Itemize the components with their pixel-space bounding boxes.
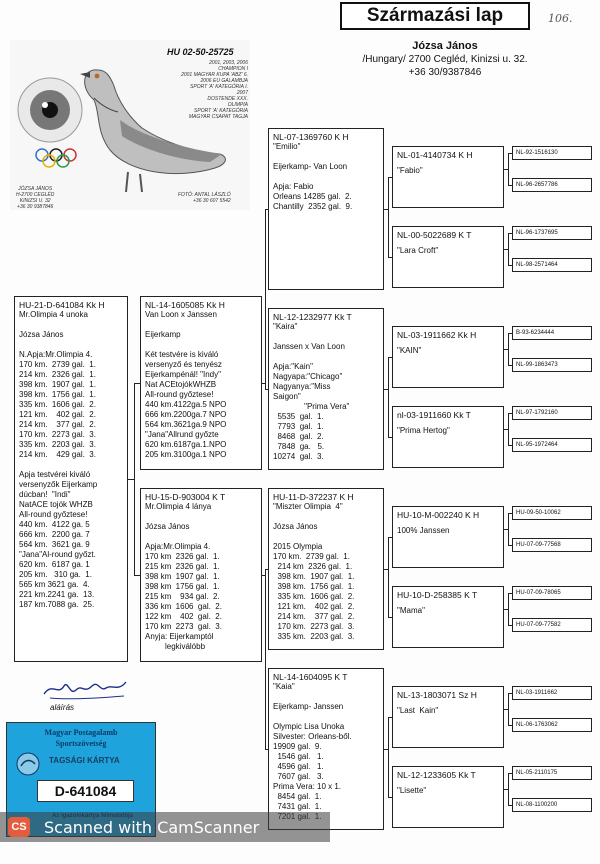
subject-line: 187 km.7088 ga. 25. (19, 600, 95, 609)
sire-details (145, 310, 257, 460)
ds-line: 335 km. 2203 gal. 3. (273, 632, 355, 641)
subject-line: 565 km 3621 ga. 4. (19, 580, 90, 589)
great-grandparent-ring: HU-10-M-002240 K H (397, 510, 480, 520)
great-grandparent-box (392, 686, 504, 748)
ds-line (273, 512, 379, 522)
sd-line: 5535 gal. 1. (273, 412, 324, 421)
connector-line (508, 233, 509, 265)
great-grandparent-ring: NL-12-1233605 Kk T (397, 770, 476, 780)
connector-line (504, 609, 508, 610)
ancestor-gen5-box: HU-07-09-78065 (512, 586, 592, 600)
photo-titles: 2001, 2003, 2006 CHAMPION I 2001 MAGYAR KUPA 'ABZ' 6. 2006 EU GALAMBJA SPORT 'A' KATEGÓRIA I. 2007 DOSTENDE XXX. OLIMPIA SPORT 'A' KATEGÓRIA MAGYAR CSAPAT TAGJA (181, 60, 248, 120)
dd-line: 19909 gal. 9. (273, 742, 322, 751)
subject-details (19, 310, 123, 610)
great-grandparent-name: "Fabio" (397, 166, 423, 175)
dd-line: Eijerkamp- Janssen (273, 702, 344, 711)
dam-details (145, 502, 257, 652)
ds-line (273, 532, 379, 542)
owner-address: /Hungary/ 2700 Cegléd, Kinizsi u. 32. (362, 54, 528, 65)
subject-line: 170 km. 2739 gal. 1. (19, 360, 96, 369)
connector-line (388, 437, 392, 438)
subject-line: N.Apja:Mr.Olimpia 4. (19, 350, 93, 359)
connector-line (504, 169, 508, 170)
great-grandparent-name: "Last Kain" (397, 706, 439, 715)
connector-line (262, 383, 265, 384)
connector-line (508, 265, 512, 266)
connector-line (508, 153, 512, 154)
photo-ring-number: HU 02-50-25725 (167, 47, 234, 57)
ancestor-gen5-box: NL-95-1972464 (512, 438, 592, 452)
connector-line (388, 717, 392, 718)
sire-line: Van Loon x Janssen (145, 310, 217, 319)
connector-line (262, 575, 265, 576)
dam-ring: HU-15-D-903004 K T (145, 492, 226, 502)
connector-line (388, 357, 392, 358)
card-org-line1: Magyar Postagalamb (44, 728, 118, 737)
sd-line: "Kaira" (273, 322, 298, 331)
connector-line (508, 693, 512, 694)
card-org-line2: Sportszövetség (55, 739, 107, 748)
connector-line (508, 593, 512, 594)
ancestor-gen5-box: HU-09-50-10062 (512, 506, 592, 520)
connector-line (508, 773, 512, 774)
connector-line (384, 749, 388, 750)
dam-line (145, 512, 257, 522)
dd-line: 8454 gal. 1. (273, 792, 322, 801)
ancestor-gen5-box: NL-08-1100200 (512, 798, 592, 812)
subject-line: 214 km. 429 gal. 3. (19, 450, 96, 459)
dam-dam-ring: NL-14-1604095 K T (273, 672, 348, 682)
dam-line: 170 km 2326 gal. 1. (145, 552, 220, 561)
sd-line (273, 352, 379, 362)
dam-line: 215 km 934 gal. 2. (145, 592, 220, 601)
owner-info (350, 40, 540, 79)
connector-line (388, 617, 392, 618)
ancestor-gen5-box: B-93-6234444 (512, 326, 592, 340)
sire-line: 666 km.2200ga.7 NPO (145, 410, 227, 419)
connector-line (508, 333, 509, 365)
connector-line (265, 749, 268, 750)
connector-line (388, 177, 389, 257)
dd-line: 7607 gal. 3. (273, 772, 324, 781)
ss-line: Apja: Fabio (273, 182, 314, 191)
dd-line: 4596 gal. 1. (273, 762, 324, 771)
ancestor-gen5-box: NL-96-1737695 (512, 226, 592, 240)
connector-line (128, 479, 134, 480)
connector-line (508, 413, 512, 414)
sire-box (140, 296, 262, 470)
camscanner-logo-icon: CS (8, 817, 30, 837)
sire-dam-details (273, 322, 379, 462)
subject-line (19, 460, 123, 470)
card-type: TAGSÁGI KÁRTYA (49, 756, 120, 765)
dam-dam-details (273, 682, 379, 822)
connector-line (504, 249, 508, 250)
connector-line (508, 513, 512, 514)
connector-line (504, 429, 508, 430)
dam-sire-ring: HU-11-D-372237 K H (273, 492, 354, 502)
dam-line (145, 532, 257, 542)
subject-line: 564 km. 3621 ga. 9 (19, 540, 90, 549)
subject-line: 214 km. 377 gal. 2. (19, 420, 96, 429)
connector-line (134, 383, 135, 575)
ancestor-gen5-box: NL-97-1792160 (512, 406, 592, 420)
subject-line: 205 km. 310 ga. 1. (19, 570, 92, 579)
owner-phone: +36 30/9387846 (408, 67, 482, 78)
sire-sire-ring: NL-07-1369760 K H (273, 132, 349, 142)
signature (40, 674, 130, 704)
sire-line (145, 340, 257, 350)
sire-ring: NL-14-1605085 Kk H (145, 300, 225, 310)
great-grandparent-ring: NL-00-5022689 K T (397, 230, 472, 240)
subject-line: 214 km. 2326 gal. 1. (19, 370, 96, 379)
dam-line: legkiválóbb (145, 642, 206, 651)
dd-line: "Kaia" (273, 682, 295, 691)
ds-line: 398 km. 1907 gal. 1. (273, 572, 355, 581)
connector-line (508, 805, 512, 806)
sd-line (273, 332, 379, 342)
sire-line: Nat ACEtojókWHZB (145, 380, 217, 389)
dam-line: Apja:Mr.Olimpia 4. (145, 542, 211, 551)
subject-line: "Jana"Al-round győzt. (19, 550, 96, 559)
connector-line (508, 693, 509, 725)
connector-line (504, 709, 508, 710)
great-grandparent-name: "Prima Hertog" (397, 426, 450, 435)
sire-sire-box (268, 128, 384, 290)
sd-line: Nagyapa:"Chicago" (273, 372, 343, 381)
subject-line: 440 km. 4122 ga. 5 (19, 520, 90, 529)
ds-line: 170 km. 2739 gal. 1. (273, 552, 350, 561)
subject-ring: HU-21-D-641084 Kk H (19, 300, 105, 310)
ds-line: 398 km. 1756 gal. 1. (273, 582, 355, 591)
subject-line: 335 km. 1606 gal. 2. (19, 400, 96, 409)
dd-line: Prima Vera: 10 x 1. (273, 782, 342, 791)
subject-line: 398 km. 1907 gal. 1. (19, 380, 96, 389)
connector-line (134, 575, 140, 576)
connector-line (388, 717, 389, 797)
connector-line (508, 445, 512, 446)
connector-line (384, 389, 388, 390)
connector-line (504, 349, 508, 350)
connector-line (265, 569, 266, 749)
subject-line: 170 km. 2273 gal. 3. (19, 430, 96, 439)
sire-line: 440 km.4122ga.5 NPO (145, 400, 227, 409)
great-grandparent-box (392, 146, 504, 208)
connector-line (508, 185, 512, 186)
sire-line: versenyző és tenyész (145, 360, 222, 369)
connector-line (388, 797, 392, 798)
dam-line: 398 km 1907 gal. 1. (145, 572, 220, 581)
connector-line (508, 365, 512, 366)
great-grandparent-name: "Mama" (397, 606, 425, 615)
subject-line: Józsa János (19, 330, 64, 339)
card-emblem-icon (15, 751, 41, 777)
photo-breeder: JÓZSA JÁNOS H-2700 CEGLÉD KINIZSI U. 32 +36 30 9387846 (16, 186, 55, 210)
dd-line (273, 692, 379, 702)
signature-label: aláírás (50, 703, 75, 712)
sire-line: 620 km.6187ga.1.NPO (145, 440, 227, 449)
connector-line (265, 209, 266, 389)
connector-line (508, 625, 512, 626)
connector-line (388, 537, 389, 617)
connector-line (508, 513, 509, 545)
dam-line: Anyja: Eijerkamptól (145, 632, 214, 641)
sd-line: 7848 ga. 5. (273, 442, 325, 451)
dam-line: 215 km 2326 gal. 1. (145, 562, 220, 571)
ss-line (273, 152, 379, 162)
dam-line: 170 km 2273 gal. 3. (145, 622, 222, 631)
great-grandparent-box (392, 406, 504, 468)
ancestor-gen5-box: NL-05-2110175 (512, 766, 592, 780)
sire-sire-details (273, 142, 379, 212)
dam-line: 398 km 1756 gal. 1. (145, 582, 220, 591)
connector-line (508, 233, 512, 234)
dam-dam-box (268, 668, 384, 830)
great-grandparent-ring: NL-03-1911662 Kk H (397, 330, 477, 340)
ss-line: Orleans 14285 gal. 2. (273, 192, 352, 201)
ds-line: "Miszter Olimpia 4" (273, 502, 343, 511)
sd-line: 8468 gal. 2. (273, 432, 324, 441)
subject-line (19, 340, 123, 350)
card-number: D-641084 (37, 780, 134, 802)
great-grandparent-name: 100% Janssen (397, 526, 450, 535)
dd-line: 1546 gal. 1. (273, 752, 324, 761)
dd-line: Silvester: Orleans-ből. (273, 732, 352, 741)
sire-line: 205 km.3100ga.1 NPO (145, 450, 227, 459)
sd-line: 10274 gal. 3. (273, 452, 324, 461)
ancestor-gen5-box: NL-98-2571464 (512, 258, 592, 272)
handwritten-note: 106. (548, 12, 573, 25)
great-grandparent-name: "Lisette" (397, 786, 427, 795)
great-grandparent-box (392, 326, 504, 388)
dd-line (273, 712, 379, 722)
subject-line: dúcban! "Indi" (19, 490, 71, 499)
sd-line: Apja:"Kain" (273, 362, 313, 371)
sire-line: Eijerkampénál! "Indy" (145, 370, 221, 379)
great-grandparent-ring: HU-10-D-258385 K T (397, 590, 478, 600)
ancestor-gen5-box: HU-07-09-77582 (512, 618, 592, 632)
sire-line (145, 320, 257, 330)
subject-line (19, 320, 123, 330)
sd-line: Janssen x Van Loon (273, 342, 345, 351)
connector-line (508, 333, 512, 334)
ds-line: 170 km. 2273 gal. 3. (273, 622, 355, 631)
connector-line (508, 593, 509, 625)
subject-line: 398 km. 1756 gal. 1. (19, 390, 96, 399)
photo-credit: FOTÓ: ANTAL LÁSZLÓ +36 30 607 5542 (178, 192, 231, 204)
sire-line: "Jana"Allrund győzte (145, 430, 219, 439)
connector-line (508, 413, 509, 445)
great-grandparent-ring: NL-01-4140734 K H (397, 150, 473, 160)
sd-line: 7793 gal. 1. (273, 422, 324, 431)
dam-line: 336 km 1606 gal. 2. (145, 602, 222, 611)
sire-line: 564 km.3621ga.9 NPO (145, 420, 227, 429)
subject-line: NatACE tojók WHZB (19, 500, 93, 509)
ancestor-gen5-box: HU-07-09-77568 (512, 538, 592, 552)
dam-sire-box (268, 488, 384, 650)
ancestor-gen5-box: NL-03-1911662 (512, 686, 592, 700)
sire-line: Két testvére is kiváló (145, 350, 219, 359)
camscanner-watermark (0, 812, 600, 864)
sire-line: All-round győztese! (145, 390, 214, 399)
connector-line (265, 389, 268, 390)
sd-line: Saigon" (273, 392, 301, 401)
sire-dam-box (268, 308, 384, 470)
great-grandparent-name: "Lara Croft" (397, 246, 439, 255)
subject-line: Apja testvérei kiváló (19, 470, 91, 479)
connector-line (384, 209, 388, 210)
subject-line: Mr.Olimpia 4 unoka (19, 310, 88, 319)
connector-line (504, 529, 508, 530)
connector-line (504, 789, 508, 790)
pigeon-photo (10, 40, 250, 210)
subject-line: 121 km. 402 gal. 2. (19, 410, 96, 419)
connector-line (265, 569, 268, 570)
connector-line (508, 773, 509, 805)
dd-line: 7431 gal. 1. (273, 802, 322, 811)
connector-line (388, 537, 392, 538)
ds-line: 121 km. 402 gal. 2. (273, 602, 355, 611)
ds-line: 214 km 2326 gal. 1. (273, 562, 353, 571)
great-grandparent-box (392, 226, 504, 288)
dam-line: Józsa János (145, 522, 190, 531)
connector-line (265, 209, 268, 210)
connector-line (388, 257, 392, 258)
connector-line (508, 725, 512, 726)
ss-line (273, 172, 379, 182)
page-title: Származási lap (340, 2, 530, 30)
connector-line (388, 357, 389, 437)
great-grandparent-box (392, 506, 504, 568)
great-grandparent-box (392, 586, 504, 648)
ss-line: Eijerkamp- Van Loon (273, 162, 348, 171)
dd-line: Olympic Lisa Unoka (273, 722, 345, 731)
sd-line: Nagyanya:"Miss (273, 382, 331, 391)
sire-line: Eijerkamp (145, 330, 181, 339)
ss-line: Chantilly 2352 gal. 9. (273, 202, 353, 211)
owner-name: Józsa János (412, 40, 478, 52)
ancestor-gen5-box: NL-06-1763062 (512, 718, 592, 732)
subject-line: 335 km. 2203 gal. 3. (19, 440, 96, 449)
dam-sire-details (273, 502, 379, 642)
connector-line (384, 569, 388, 570)
subject-line: 620 km. 6187 ga. 1 (19, 560, 90, 569)
sd-line: "Prima Vera" (273, 402, 350, 411)
subject-line: All-round győztese! (19, 510, 88, 519)
subject-line: versenyzők Eijerkamp (19, 480, 98, 489)
dam-box (140, 488, 262, 662)
ancestor-gen5-box: NL-92-1516130 (512, 146, 592, 160)
ss-line: "Emilio" (273, 142, 301, 151)
connector-line (134, 383, 140, 384)
connector-line (388, 177, 392, 178)
ancestor-gen5-box: NL-99-1863473 (512, 358, 592, 372)
ds-line: 335 km. 1606 gal. 2. (273, 592, 355, 601)
ancestor-gen5-box: NL-96-2657786 (512, 178, 592, 192)
great-grandparent-ring: nl-03-1911660 Kk T (397, 410, 471, 420)
subject-line: 221 km.2241 ga. 13. (19, 590, 95, 599)
subject-box (14, 296, 128, 662)
ds-line: Józsa János (273, 522, 318, 531)
great-grandparent-ring: NL-13-1803071 Sz H (397, 690, 477, 700)
subject-line: 666 km. 2200 ga. 7 (19, 530, 90, 539)
great-grandparent-name: "KAIN" (397, 346, 422, 355)
dam-line: 122 km 402 gal. 2. (145, 612, 222, 621)
dam-line: Mr.Olimpia 4 lánya (145, 502, 212, 511)
sire-dam-ring: NL-12-1232977 Kk T (273, 312, 352, 322)
connector-line (508, 545, 512, 546)
ds-line: 2015 Olympia (273, 542, 323, 551)
connector-line (508, 153, 509, 185)
watermark-text: Scanned with CamScanner (44, 818, 260, 837)
ds-line: 214 km. 377 gal. 2. (273, 612, 355, 621)
